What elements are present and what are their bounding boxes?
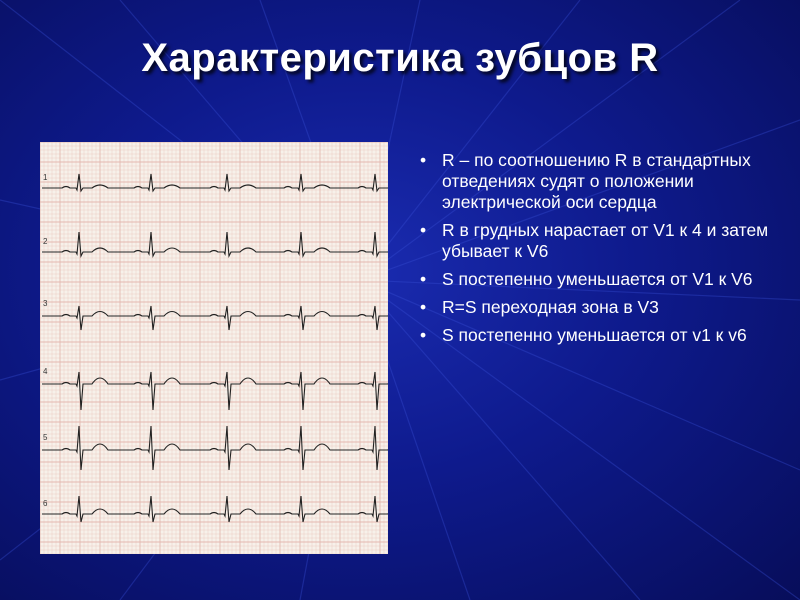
bullet-dot-icon: •	[420, 297, 427, 317]
ecg-lead-label: 6	[43, 499, 48, 508]
bullet-text: R в грудных нарастает от V1 к 4 и затем убывает к V6	[442, 220, 769, 261]
bullet-list	[416, 150, 776, 353]
bullet-text: R – по соотношению R в стандартных отведениях судят о положении электрической оси сердца	[442, 150, 751, 212]
ecg-grid	[40, 142, 388, 554]
slide-title: Характеристика зубцов R	[141, 36, 659, 80]
bullet-item	[416, 297, 776, 318]
bullet-text: S постепенно уменьшается от v1 к v6	[442, 325, 747, 345]
ecg-lead-label: 5	[43, 433, 48, 442]
bullet-dot-icon: •	[420, 220, 427, 240]
bullet-item	[416, 269, 776, 290]
bullet-dot-icon: •	[420, 269, 427, 289]
ecg-lead-label: 2	[43, 237, 48, 246]
ecg-tracing-image	[40, 142, 388, 554]
bullet-item	[416, 150, 776, 213]
bullet-text: S постепенно уменьшается от V1 к V6	[442, 269, 753, 289]
bullet-item	[416, 220, 776, 262]
bullet-dot-icon: •	[420, 325, 427, 345]
bullet-dot-icon: •	[420, 150, 427, 170]
ecg-tracing-svg	[40, 142, 388, 554]
ecg-lead-label: 1	[43, 173, 48, 182]
bullet-text: R=S переходная зона в V3	[442, 297, 659, 317]
ecg-lead-label: 3	[43, 299, 48, 308]
bullet-item	[416, 325, 776, 346]
ecg-lead-label: 4	[43, 367, 48, 376]
